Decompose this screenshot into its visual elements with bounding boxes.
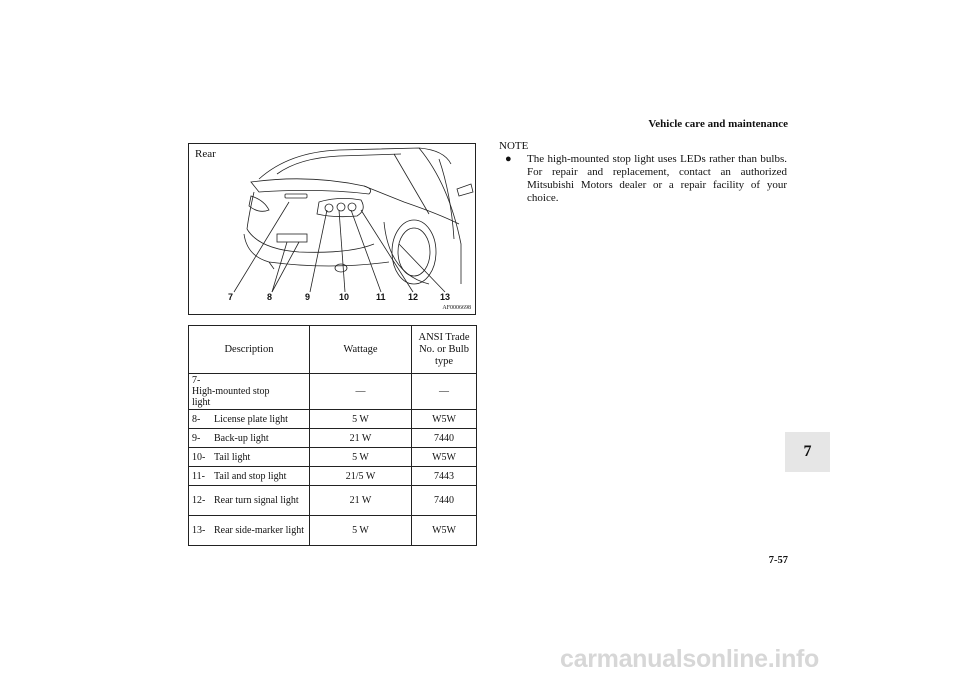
row-description: High-mounted stop light: [192, 386, 270, 409]
note-heading: NOTE: [499, 140, 529, 152]
ansi-cell: 7443: [412, 467, 477, 486]
rear-lights-figure: [188, 143, 476, 315]
callout-9: 9: [305, 292, 311, 302]
table-header-row: [189, 326, 477, 374]
table-row: [189, 486, 477, 516]
car-rear-illustration: [189, 144, 476, 315]
note-bullet: [499, 153, 787, 205]
row-number: 10-: [192, 451, 206, 463]
callout-10: 10: [339, 292, 350, 302]
wattage-cell: 21/5 W: [309, 467, 411, 486]
table-row: [189, 429, 477, 448]
header-wattage: Wattage: [309, 326, 411, 374]
row-description: Rear turn signal light: [214, 495, 299, 507]
table-row: [189, 410, 477, 429]
note-block: [499, 140, 787, 205]
row-description: Rear side-marker light: [214, 525, 304, 537]
figure-code: AF0006698: [442, 305, 471, 311]
watermark-text: carmanualsonline.info: [560, 645, 820, 673]
table-row: [189, 448, 477, 467]
bulb-spec-table: [188, 325, 477, 546]
row-number: 9-: [192, 432, 201, 444]
wattage-cell: 21 W: [309, 486, 411, 516]
row-description: Tail and stop light: [214, 470, 287, 482]
row-description: Tail light: [214, 451, 251, 463]
desc-cell: [189, 448, 310, 467]
wattage-cell: 21 W: [309, 429, 411, 448]
desc-cell: [189, 374, 310, 410]
desc-cell: [189, 410, 310, 429]
row-number: 12-: [192, 495, 206, 507]
ansi-cell: 7440: [412, 486, 477, 516]
desc-cell: [189, 429, 310, 448]
ansi-cell: 7440: [412, 429, 477, 448]
callout-11: 11: [376, 292, 386, 302]
callout-12: 12: [408, 292, 419, 302]
wattage-cell: 5 W: [309, 448, 411, 467]
table-row: [189, 467, 477, 486]
row-description: Back-up light: [214, 432, 269, 444]
ansi-cell: —: [412, 374, 477, 410]
callout-7: 7: [228, 292, 234, 302]
ansi-cell: W5W: [412, 516, 477, 546]
wattage-cell: —: [309, 374, 411, 410]
row-number: 11-: [192, 470, 205, 482]
row-description: License plate light: [214, 413, 288, 425]
callout-13: 13: [440, 292, 451, 302]
row-number: 7-: [192, 375, 201, 387]
wattage-cell: 5 W: [309, 410, 411, 429]
table-row: [189, 516, 477, 546]
table-row: [189, 374, 477, 410]
header-description: Description: [189, 326, 310, 374]
bullet-icon: ●: [505, 153, 512, 165]
desc-cell: [189, 516, 310, 546]
ansi-cell: W5W: [412, 448, 477, 467]
ansi-cell: W5W: [412, 410, 477, 429]
section-header: Vehicle care and maintenance: [648, 118, 788, 130]
desc-cell: [189, 467, 310, 486]
chapter-tab: 7: [785, 432, 830, 472]
row-number: 13-: [192, 525, 206, 537]
wattage-cell: 5 W: [309, 516, 411, 546]
desc-cell: [189, 486, 310, 516]
note-text: The high-mounted stop light uses LEDs rather than bulbs. For repair and replacement, contact an authorized Mitsubishi Motors dealer or a repair facility of your choice.: [527, 153, 787, 204]
callout-8: 8: [267, 292, 273, 302]
page-number: 7-57: [768, 555, 788, 566]
header-ansi: ANSI Trade No. or Bulb type: [412, 326, 477, 374]
row-number: 8-: [192, 413, 201, 425]
figure-title: Rear: [195, 148, 216, 160]
